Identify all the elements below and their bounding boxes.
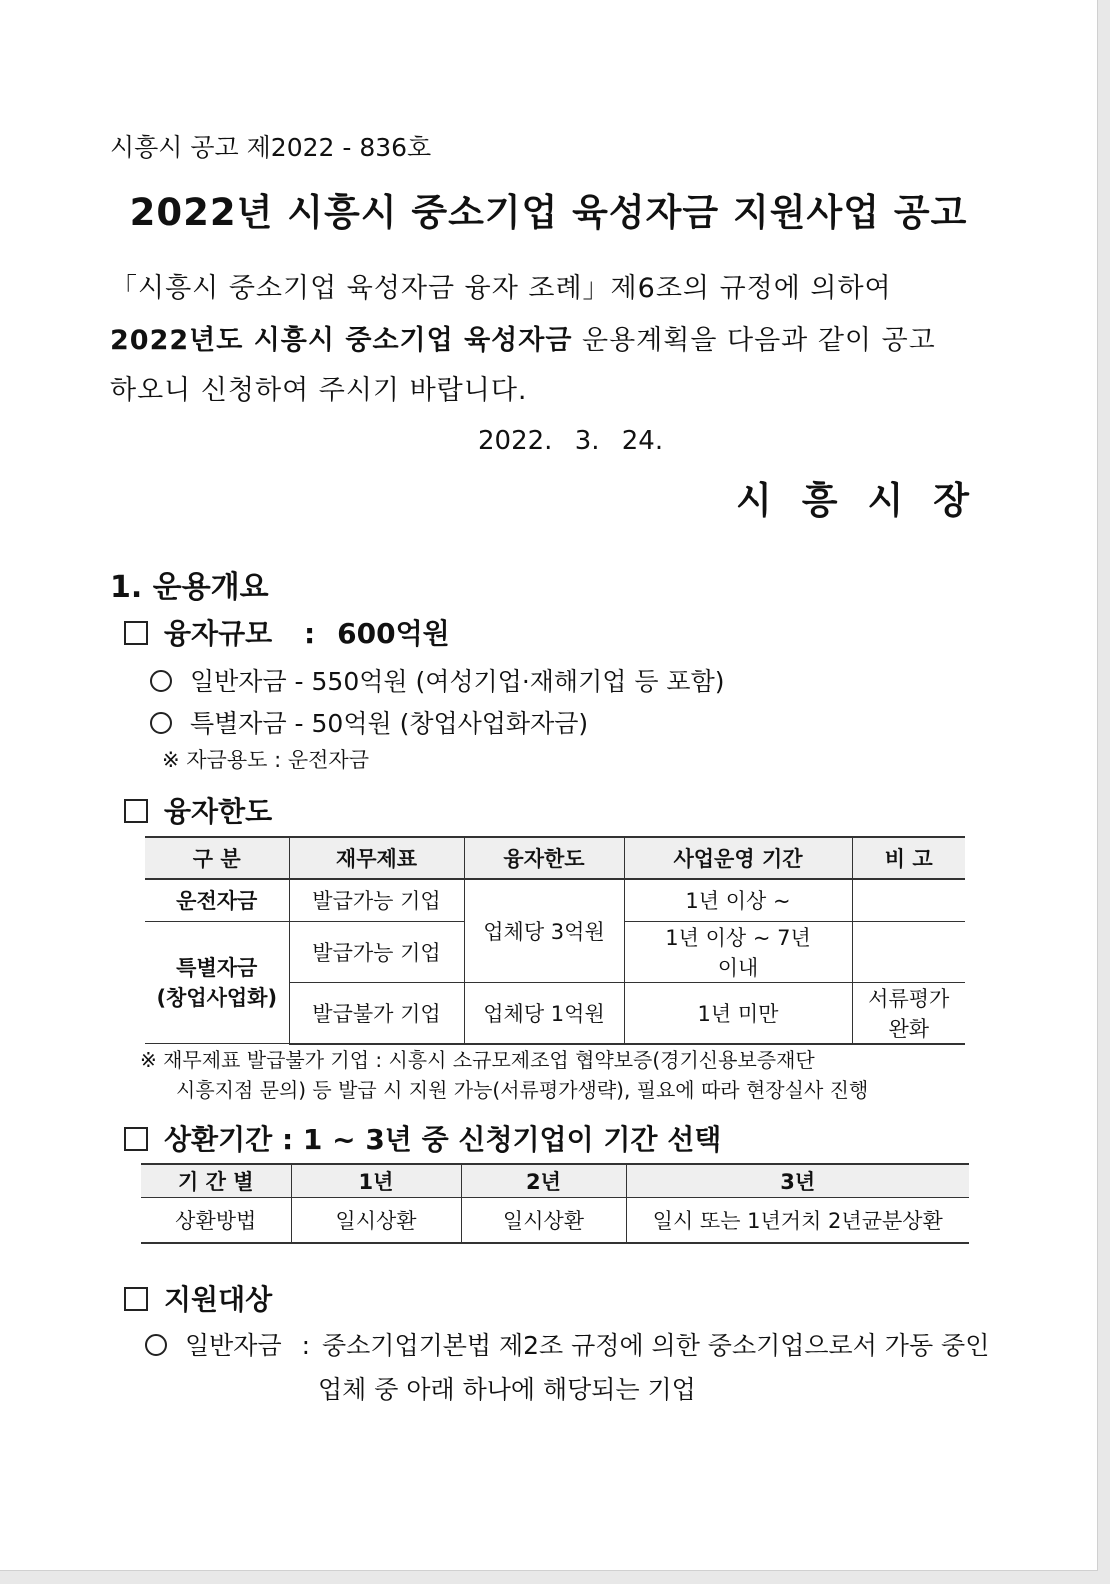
intro-line-2 bbox=[110, 318, 936, 357]
support-general-item bbox=[145, 1326, 989, 1362]
row-remarks bbox=[852, 879, 965, 921]
row-category: 운전자금 bbox=[145, 879, 289, 921]
row-remarks bbox=[852, 921, 965, 982]
header-remarks: 비 고 bbox=[852, 837, 965, 879]
row-operation-period: 1년 미만 bbox=[624, 982, 852, 1044]
table-header-row bbox=[145, 837, 965, 879]
square-bullet-icon bbox=[124, 1287, 148, 1311]
loan-limit-heading bbox=[124, 790, 272, 830]
repayment-1-year: 일시상환 bbox=[291, 1198, 461, 1244]
square-bullet-icon bbox=[124, 1127, 148, 1151]
limit-footnote-line2: 시흥지점 문의) 등 발급 시 지원 가능(서류평가생략), 필요에 따라 현장실사 진행 bbox=[176, 1078, 869, 1102]
support-target-label: 지원대상 bbox=[164, 1283, 273, 1316]
loan-size-separator: : bbox=[303, 617, 316, 650]
special-category-line1: 특별자금 bbox=[176, 956, 258, 981]
table-row bbox=[145, 879, 965, 921]
circle-bullet-icon bbox=[145, 1334, 167, 1356]
loan-limit-label: 융자한도 bbox=[164, 795, 273, 828]
special-category-line2: (창업사업화) bbox=[156, 986, 278, 1011]
row-financial-statement: 발급가능 기업 bbox=[289, 879, 464, 921]
support-general-text-line1: 중소기업기본법 제2조 규정에 의한 중소기업으로서 가동 중인 bbox=[322, 1331, 990, 1360]
header-loan-limit: 융자한도 bbox=[464, 837, 624, 879]
circle-bullet-icon bbox=[150, 670, 172, 692]
notice-number: 시흥시 공고 제2022 - 836호 bbox=[110, 133, 432, 162]
header-category: 구 분 bbox=[145, 837, 289, 879]
support-general-text-line2: 업체 중 아래 하나에 해당되는 기업 bbox=[318, 1375, 696, 1404]
intro-line-3: 하오니 신청하여 주시기 바랍니다. bbox=[110, 375, 528, 406]
loan-limit-table bbox=[145, 836, 965, 1045]
page-title: 2022년 시흥시 중소기업 육성자금 지원사업 공고 bbox=[129, 191, 968, 234]
repayment-heading bbox=[124, 1118, 721, 1158]
table-header-row bbox=[141, 1164, 969, 1198]
circle-bullet-icon bbox=[150, 712, 172, 734]
loan-size-label: 융자규모 bbox=[164, 617, 273, 650]
period-line2: 이내 bbox=[717, 955, 759, 980]
intro-line-2-rest: 운용계획을 다음과 같이 공고 bbox=[572, 325, 936, 356]
header-2-year: 2년 bbox=[461, 1164, 626, 1198]
repayment-2-year: 일시상환 bbox=[461, 1198, 626, 1244]
row-financial-statement: 발급가능 기업 bbox=[289, 921, 464, 982]
row-operation-period bbox=[624, 921, 852, 982]
header-operation-period: 사업운영 기간 bbox=[624, 837, 852, 879]
section-heading: 1. 운용개요 bbox=[110, 570, 269, 605]
usage-note: ※ 자금용도 : 운전자금 bbox=[162, 748, 369, 772]
row-category-special bbox=[145, 921, 289, 1044]
support-separator: : bbox=[301, 1331, 310, 1360]
row-remarks bbox=[852, 982, 965, 1044]
limit-footnote-line1: ※ 재무제표 발급불가 기업 : 시흥시 소규모제조업 협약보증(경기신용보증재단 bbox=[140, 1048, 815, 1072]
table-row bbox=[141, 1198, 969, 1244]
square-bullet-icon bbox=[124, 799, 148, 823]
notice-date: 2022. 3. 24. bbox=[478, 426, 664, 456]
general-fund-text: 일반자금 - 550억원 (여성기업·재해기업 등 포함) bbox=[190, 667, 725, 696]
row-operation-period: 1년 이상 ~ bbox=[624, 879, 852, 921]
signature-mayor: 시흥시장 bbox=[736, 479, 999, 522]
repayment-table bbox=[141, 1163, 969, 1244]
header-period: 기 간 별 bbox=[141, 1164, 291, 1198]
loan-size-value: 600억원 bbox=[337, 617, 450, 650]
header-1-year: 1년 bbox=[291, 1164, 461, 1198]
general-fund-item bbox=[150, 662, 724, 698]
row-loan-limit-merged: 업체당 3억원 bbox=[464, 879, 624, 982]
row-financial-statement: 발급불가 기업 bbox=[289, 982, 464, 1044]
remarks-line2: 완화 bbox=[888, 1016, 930, 1041]
intro-line-2-bold: 2022년도 시흥시 중소기업 육성자금 bbox=[110, 325, 573, 356]
support-target-heading bbox=[124, 1278, 272, 1318]
special-fund-item bbox=[150, 704, 588, 740]
header-3-year: 3년 bbox=[626, 1164, 969, 1198]
special-fund-text: 특별자금 - 50억원 (창업사업화자금) bbox=[190, 709, 589, 738]
repayment-3-year: 일시 또는 1년거치 2년균분상환 bbox=[626, 1198, 969, 1244]
intro-line-1: 「시흥시 중소기업 육성자금 융자 조례」제6조의 규정에 의하여 bbox=[110, 273, 892, 304]
period-line1: 1년 이상 ~ 7년 bbox=[665, 925, 811, 950]
header-financial-statement: 재무제표 bbox=[289, 837, 464, 879]
row-loan-limit: 업체당 1억원 bbox=[464, 982, 624, 1044]
support-general-label: 일반자금 bbox=[185, 1331, 282, 1360]
loan-size-heading bbox=[124, 612, 450, 652]
repayment-method-label: 상환방법 bbox=[141, 1198, 291, 1244]
remarks-line1: 서류평가 bbox=[868, 986, 950, 1011]
square-bullet-icon bbox=[124, 621, 148, 645]
repayment-label: 상환기간 : 1 ~ 3년 중 신청기업이 기간 선택 bbox=[164, 1123, 722, 1156]
